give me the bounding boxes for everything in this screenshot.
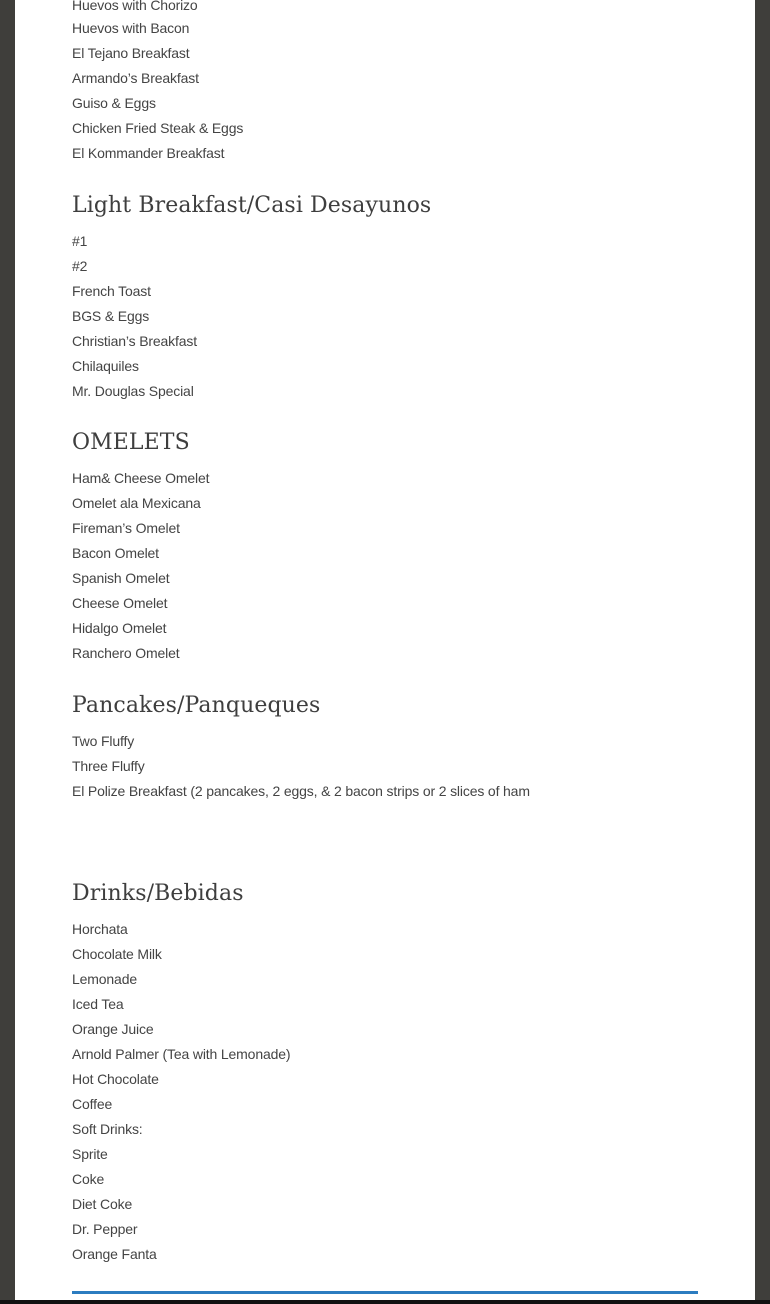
- section-heading-drinks: Drinks/Bebidas: [72, 881, 244, 906]
- menu-item: Coke: [72, 1171, 105, 1187]
- accent-divider: [72, 1291, 698, 1294]
- menu-item: Horchata: [72, 921, 128, 937]
- section-heading-omelets: OMELETS: [72, 430, 190, 455]
- menu-item: Diet Coke: [72, 1196, 133, 1212]
- menu-item: Ham& Cheese Omelet: [72, 470, 210, 486]
- menu-item: Iced Tea: [72, 996, 124, 1012]
- menu-item: Hot Chocolate: [72, 1071, 159, 1087]
- menu-item: El Tejano Breakfast: [72, 45, 190, 61]
- menu-item: Orange Juice: [72, 1021, 154, 1037]
- section-heading-light-breakfast: Light Breakfast/Casi Desayunos: [72, 193, 432, 218]
- menu-item: Lemonade: [72, 971, 137, 987]
- menu-item: Ranchero Omelet: [72, 645, 180, 661]
- menu-item: Chocolate Milk: [72, 946, 162, 962]
- menu-item: Guiso & Eggs: [72, 95, 156, 111]
- menu-item: Mr. Douglas Special: [72, 383, 194, 399]
- menu-item: Sprite: [72, 1146, 108, 1162]
- menu-item: Chicken Fried Steak & Eggs: [72, 120, 244, 136]
- menu-item: Two Fluffy: [72, 733, 135, 749]
- menu-item: Orange Fanta: [72, 1246, 157, 1262]
- menu-item: El Polize Breakfast (2 pancakes, 2 eggs, & 2 bacon strips or 2 slices of ham: [72, 783, 530, 799]
- menu-item: Arnold Palmer (Tea with Lemonade): [72, 1046, 291, 1062]
- menu-item: Hidalgo Omelet: [72, 620, 167, 636]
- menu-item: Dr. Pepper: [72, 1221, 138, 1237]
- menu-item: #2: [72, 258, 88, 274]
- menu-item: Armando’s Breakfast: [72, 70, 199, 86]
- menu-item: Huevos with Chorizo: [72, 0, 198, 13]
- menu-item: Fireman’s Omelet: [72, 520, 180, 536]
- menu-item: BGS & Eggs: [72, 308, 150, 324]
- menu-item: Christian’s Breakfast: [72, 333, 197, 349]
- menu-item: French Toast: [72, 283, 151, 299]
- bottom-edge-bar: [0, 1300, 770, 1304]
- menu-item: Cheese Omelet: [72, 595, 168, 611]
- section-heading-pancakes: Pancakes/Panqueques: [72, 693, 321, 718]
- menu-item: Spanish Omelet: [72, 570, 170, 586]
- menu-item: Bacon Omelet: [72, 545, 159, 561]
- menu-item: Chilaquiles: [72, 358, 139, 374]
- menu-page: [15, 0, 755, 1304]
- menu-item: El Kommander Breakfast: [72, 145, 225, 161]
- menu-item: Huevos with Bacon: [72, 20, 190, 36]
- menu-item: #1: [72, 233, 88, 249]
- menu-item: Omelet ala Mexicana: [72, 495, 201, 511]
- menu-item: Coffee: [72, 1096, 113, 1112]
- menu-item: Three Fluffy: [72, 758, 145, 774]
- menu-item: Soft Drinks:: [72, 1121, 143, 1137]
